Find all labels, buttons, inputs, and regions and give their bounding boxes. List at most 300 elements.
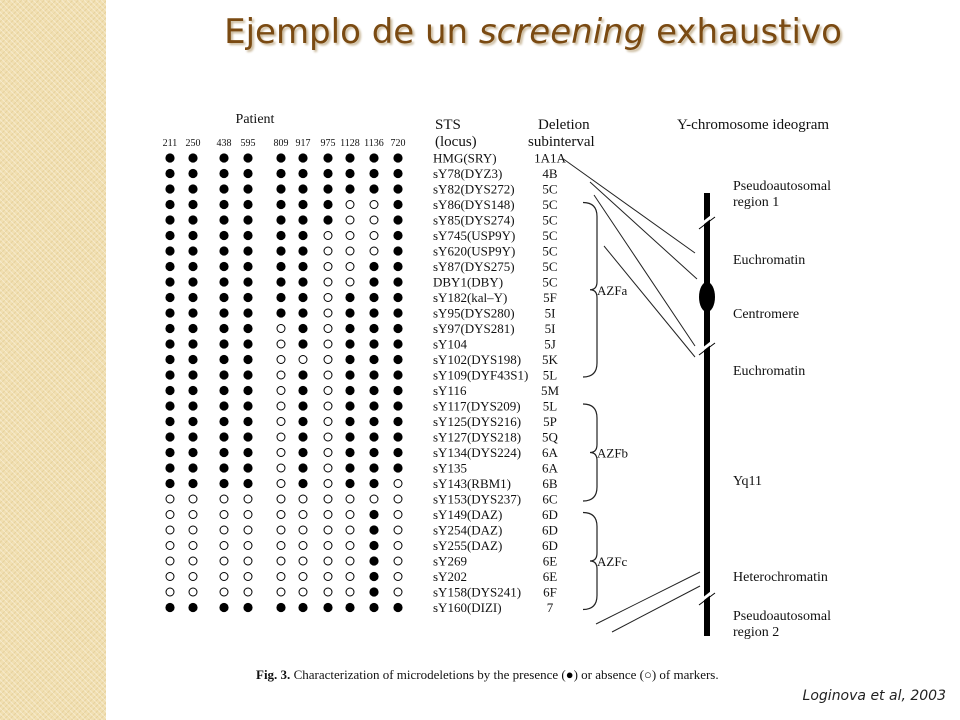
marker-present-dot [165, 153, 174, 162]
subinterval-label: 5L [542, 398, 558, 414]
marker-present-dot [188, 215, 197, 224]
ideogram-heading: Y-chromosome ideogram [677, 117, 830, 133]
marker-absent-dot [324, 557, 332, 565]
sts-label: sY202 [433, 569, 467, 584]
marker-present-dot [188, 463, 197, 472]
marker-present-dot [188, 479, 197, 488]
sts-label: sY135 [433, 460, 467, 476]
marker-absent-dot [346, 588, 354, 596]
marker-absent-dot [346, 263, 354, 271]
marker-present-dot [243, 231, 252, 240]
ideogram-label: Pseudoautosomal [733, 609, 831, 624]
marker-absent-dot [244, 573, 252, 581]
subinterval-label: 6B [542, 476, 558, 491]
sts-label: sY160(DIZI) [433, 600, 502, 615]
subinterval-label: 5P [543, 414, 557, 429]
marker-present-dot [298, 386, 307, 395]
marker-present-dot [219, 184, 228, 193]
marker-present-dot [345, 417, 354, 426]
patient-id: 917 [295, 138, 311, 149]
marker-present-dot [188, 246, 197, 255]
marker-present-dot [188, 339, 197, 348]
marker-present-dot [243, 308, 252, 317]
marker-present-dot [393, 324, 402, 333]
patient-id: 720 [390, 138, 406, 149]
marker-present-dot [243, 324, 252, 333]
marker-present-dot [219, 417, 228, 426]
marker-absent-dot [277, 464, 285, 472]
subinterval-heading: subinterval [528, 134, 595, 150]
marker-absent-dot [244, 557, 252, 565]
marker-present-dot [219, 262, 228, 271]
marker-absent-dot [277, 526, 285, 534]
marker-present-dot [188, 277, 197, 286]
marker-present-dot [393, 184, 402, 193]
subinterval-label: 6F [543, 584, 557, 600]
marker-present-dot [219, 169, 228, 178]
marker-present-dot [393, 200, 402, 209]
marker-present-dot [219, 215, 228, 224]
marker-present-dot [298, 262, 307, 271]
caption-part: ) of markers. [651, 667, 719, 682]
marker-present-dot [165, 200, 174, 209]
subinterval-label: 5I [544, 305, 556, 321]
marker-present-dot [298, 215, 307, 224]
marker-absent-dot [299, 588, 307, 596]
ideogram-label: Pseudoautosomal [733, 179, 831, 194]
azf-bracket [583, 404, 597, 501]
marker-present-dot [323, 200, 332, 209]
patient-id: 438 [216, 138, 232, 149]
marker-absent-dot [346, 247, 354, 255]
marker-present-dot [369, 510, 378, 519]
marker-present-dot [219, 463, 228, 472]
patient-id: 975 [320, 138, 336, 149]
marker-absent-dot [166, 557, 174, 565]
marker-present-dot [188, 324, 197, 333]
marker-present-dot [165, 231, 174, 240]
sts-label: sY153(DYS237) [433, 491, 522, 507]
marker-absent-dot [394, 557, 402, 565]
marker-present-dot [219, 153, 228, 162]
marker-present-dot [165, 479, 174, 488]
marker-absent-dot [166, 588, 174, 596]
marker-absent-dot [324, 588, 332, 596]
marker-absent-dot [220, 495, 228, 503]
connector-line [594, 195, 695, 346]
marker-absent-dot [277, 495, 285, 503]
marker-present-dot [369, 463, 378, 472]
ideogram-label-line2: region 1 [733, 195, 780, 210]
marker-absent-dot [324, 511, 332, 519]
marker-present-dot [369, 525, 378, 534]
marker-present-dot [369, 153, 378, 162]
marker-present-dot [188, 603, 197, 612]
marker-absent-dot [189, 526, 197, 534]
azf-bracket [583, 513, 597, 610]
marker-present-dot [188, 153, 197, 162]
patient-id: 250 [185, 138, 201, 149]
sts-label: sY255(DAZ) [433, 538, 503, 553]
marker-present-dot [276, 231, 285, 240]
marker-present-dot [298, 277, 307, 286]
caption-present-symbol: ● [565, 667, 574, 682]
title-part-2: exhaustivo [645, 12, 842, 52]
marker-present-dot [276, 215, 285, 224]
marker-absent-dot [299, 557, 307, 565]
marker-present-dot [345, 324, 354, 333]
azf-label: AZFb [597, 445, 629, 461]
marker-present-dot [369, 432, 378, 441]
figure-caption [256, 667, 719, 682]
marker-present-dot [345, 184, 354, 193]
sts-label: sY78(DYZ3) [433, 166, 503, 181]
marker-absent-dot [394, 526, 402, 534]
marker-present-dot [369, 277, 378, 286]
marker-present-dot [393, 153, 402, 162]
ideogram-label: Yq11 [733, 474, 763, 489]
caption-bold: Fig. 3. [256, 667, 291, 682]
marker-present-dot [219, 479, 228, 488]
marker-present-dot [165, 246, 174, 255]
marker-present-dot [298, 169, 307, 178]
marker-present-dot [219, 339, 228, 348]
marker-present-dot [243, 215, 252, 224]
marker-present-dot [393, 215, 402, 224]
marker-absent-dot [394, 573, 402, 581]
marker-absent-dot [277, 588, 285, 596]
marker-present-dot [276, 246, 285, 255]
marker-present-dot [393, 231, 402, 240]
marker-present-dot [369, 587, 378, 596]
marker-absent-dot [277, 402, 285, 410]
marker-present-dot [165, 262, 174, 271]
marker-present-dot [345, 293, 354, 302]
marker-present-dot [393, 339, 402, 348]
marker-present-dot [298, 231, 307, 240]
marker-present-dot [219, 200, 228, 209]
marker-absent-dot [299, 542, 307, 550]
marker-present-dot [369, 293, 378, 302]
marker-absent-dot [370, 232, 378, 240]
marker-present-dot [369, 479, 378, 488]
sts-label: sY104 [433, 336, 467, 352]
marker-present-dot [243, 200, 252, 209]
marker-absent-dot [324, 294, 332, 302]
marker-present-dot [188, 386, 197, 395]
centromere-shape [699, 282, 715, 312]
marker-present-dot [219, 401, 228, 410]
marker-absent-dot [277, 340, 285, 348]
marker-present-dot [298, 417, 307, 426]
marker-present-dot [369, 370, 378, 379]
marker-absent-dot [324, 480, 332, 488]
marker-present-dot [165, 355, 174, 364]
marker-present-dot [298, 184, 307, 193]
marker-absent-dot [277, 557, 285, 565]
deletion-heading: Deletion [538, 117, 590, 133]
sts-label: DBY1(DBY) [433, 274, 504, 290]
marker-present-dot [298, 370, 307, 379]
patient-id: 595 [240, 138, 256, 149]
marker-present-dot [165, 463, 174, 472]
marker-absent-dot [324, 371, 332, 379]
marker-present-dot [243, 293, 252, 302]
marker-present-dot [188, 231, 197, 240]
sts-label: sY745(USP9Y) [433, 228, 516, 243]
marker-absent-dot [189, 557, 197, 565]
marker-present-dot [243, 603, 252, 612]
marker-present-dot [219, 231, 228, 240]
marker-absent-dot [394, 542, 402, 550]
patient-id: 809 [273, 138, 289, 149]
sts-label: sY269 [433, 553, 467, 569]
marker-present-dot [276, 262, 285, 271]
marker-present-dot [243, 370, 252, 379]
marker-absent-dot [370, 201, 378, 209]
marker-absent-dot [346, 278, 354, 286]
marker-present-dot [369, 401, 378, 410]
marker-absent-dot [277, 511, 285, 519]
marker-present-dot [243, 184, 252, 193]
subinterval-label: 5C [542, 243, 558, 259]
marker-present-dot [276, 200, 285, 209]
marker-present-dot [165, 293, 174, 302]
marker-present-dot [369, 324, 378, 333]
subinterval-label: 6E [542, 553, 558, 569]
marker-present-dot [345, 339, 354, 348]
marker-present-dot [323, 215, 332, 224]
connector-line [596, 572, 700, 624]
marker-present-dot [393, 448, 402, 457]
marker-present-dot [219, 293, 228, 302]
patient-id: 1136 [364, 138, 384, 149]
patient-heading: Patient [235, 112, 275, 127]
subinterval-label: 5M [540, 383, 560, 398]
marker-absent-dot [244, 542, 252, 550]
marker-present-dot [165, 370, 174, 379]
marker-present-dot [276, 308, 285, 317]
marker-present-dot [188, 184, 197, 193]
marker-present-dot [219, 277, 228, 286]
sts-label: sY143(RBM1) [433, 476, 512, 491]
sts-label: sY86(DYS148) [433, 197, 515, 212]
marker-present-dot [345, 603, 354, 612]
marker-present-dot [276, 169, 285, 178]
marker-present-dot [243, 432, 252, 441]
marker-absent-dot [189, 542, 197, 550]
marker-absent-dot [324, 356, 332, 364]
sts-label: sY620(USP9Y) [433, 243, 516, 259]
title-part-1: Ejemplo de un [224, 12, 479, 52]
marker-present-dot [369, 262, 378, 271]
marker-absent-dot [244, 526, 252, 534]
marker-present-dot [165, 401, 174, 410]
marker-present-dot [243, 355, 252, 364]
marker-absent-dot [324, 340, 332, 348]
marker-present-dot [219, 603, 228, 612]
azf-label: AZFa [597, 282, 628, 298]
marker-absent-dot [370, 216, 378, 224]
marker-present-dot [188, 169, 197, 178]
ideogram-label: Centromere [733, 307, 800, 322]
marker-present-dot [298, 401, 307, 410]
marker-present-dot [188, 370, 197, 379]
sts-label: sY102(DYS198) [433, 352, 522, 367]
marker-absent-dot [346, 216, 354, 224]
marker-absent-dot [277, 433, 285, 441]
subinterval-label: 5L [542, 367, 558, 383]
subinterval-label: 5C [542, 212, 558, 228]
patient-id: 1128 [340, 138, 360, 149]
marker-absent-dot [166, 573, 174, 581]
patient-id: 211 [162, 138, 178, 149]
marker-present-dot [243, 246, 252, 255]
marker-present-dot [369, 355, 378, 364]
marker-present-dot [298, 324, 307, 333]
sts-label: sY134(DYS224) [433, 445, 522, 460]
marker-present-dot [345, 153, 354, 162]
marker-present-dot [393, 308, 402, 317]
azf-bracket [583, 203, 597, 378]
marker-absent-dot [324, 464, 332, 472]
marker-present-dot [276, 184, 285, 193]
marker-present-dot [369, 556, 378, 565]
marker-absent-dot [370, 247, 378, 255]
marker-absent-dot [324, 278, 332, 286]
subinterval-label: 5C [542, 259, 558, 274]
marker-present-dot [369, 572, 378, 581]
marker-present-dot [393, 417, 402, 426]
caption-part: Characterization of microdeletions by the presence ( [290, 667, 566, 682]
marker-absent-dot [299, 511, 307, 519]
marker-present-dot [345, 308, 354, 317]
marker-present-dot [165, 448, 174, 457]
marker-present-dot [276, 293, 285, 302]
subinterval-label: 5C [542, 228, 558, 243]
marker-present-dot [188, 401, 197, 410]
subinterval-label: 6D [542, 538, 558, 553]
marker-present-dot [393, 603, 402, 612]
marker-present-dot [345, 463, 354, 472]
subinterval-label: 5I [544, 321, 556, 336]
marker-present-dot [323, 169, 332, 178]
subinterval-label: 1A1A [534, 150, 566, 166]
marker-present-dot [298, 246, 307, 255]
marker-absent-dot [394, 511, 402, 519]
sts-label: sY85(DYS274) [433, 212, 515, 228]
sts-label: sY87(DYS275) [433, 259, 515, 274]
marker-present-dot [165, 432, 174, 441]
marker-present-dot [345, 355, 354, 364]
ideogram-label: Euchromatin [733, 364, 806, 379]
sts-heading: STS [435, 117, 461, 133]
marker-absent-dot [277, 387, 285, 395]
marker-present-dot [298, 293, 307, 302]
marker-present-dot [369, 169, 378, 178]
marker-present-dot [188, 308, 197, 317]
marker-present-dot [345, 479, 354, 488]
marker-absent-dot [346, 542, 354, 550]
marker-absent-dot [324, 495, 332, 503]
marker-absent-dot [299, 526, 307, 534]
marker-present-dot [188, 432, 197, 441]
marker-present-dot [165, 184, 174, 193]
subinterval-label: 5C [542, 274, 558, 290]
marker-absent-dot [324, 418, 332, 426]
marker-present-dot [323, 603, 332, 612]
marker-present-dot [219, 324, 228, 333]
marker-present-dot [188, 448, 197, 457]
marker-absent-dot [277, 325, 285, 333]
marker-present-dot [165, 339, 174, 348]
marker-present-dot [219, 355, 228, 364]
marker-absent-dot [166, 511, 174, 519]
sts-label: sY116 [433, 383, 467, 398]
marker-present-dot [243, 169, 252, 178]
marker-absent-dot [166, 526, 174, 534]
marker-present-dot [165, 324, 174, 333]
marker-present-dot [243, 262, 252, 271]
sts-label: sY97(DYS281) [433, 321, 515, 336]
sts-label: sY149(DAZ) [433, 507, 503, 522]
marker-present-dot [393, 370, 402, 379]
marker-present-dot [188, 355, 197, 364]
marker-absent-dot [277, 371, 285, 379]
marker-present-dot [369, 541, 378, 550]
marker-present-dot [219, 308, 228, 317]
marker-present-dot [345, 169, 354, 178]
marker-present-dot [219, 370, 228, 379]
locus-heading: (locus) [435, 134, 477, 150]
sts-label: sY182(kal–Y) [433, 290, 508, 305]
marker-absent-dot [220, 557, 228, 565]
marker-absent-dot [277, 542, 285, 550]
subinterval-label: 7 [546, 600, 554, 615]
marker-present-dot [345, 432, 354, 441]
marker-present-dot [393, 293, 402, 302]
sts-label: sY82(DYS272) [433, 181, 515, 197]
marker-absent-dot [244, 511, 252, 519]
marker-present-dot [165, 169, 174, 178]
subinterval-label: 5K [542, 352, 558, 367]
marker-absent-dot [324, 387, 332, 395]
marker-present-dot [345, 386, 354, 395]
marker-present-dot [369, 386, 378, 395]
marker-absent-dot [220, 511, 228, 519]
marker-present-dot [369, 308, 378, 317]
marker-absent-dot [299, 573, 307, 581]
marker-present-dot [243, 339, 252, 348]
marker-present-dot [393, 355, 402, 364]
marker-present-dot [369, 603, 378, 612]
marker-absent-dot [189, 495, 197, 503]
marker-present-dot [188, 293, 197, 302]
marker-present-dot [243, 401, 252, 410]
subinterval-label: 6C [542, 491, 558, 507]
marker-present-dot [298, 200, 307, 209]
subinterval-label: 6D [542, 522, 558, 538]
marker-present-dot [165, 386, 174, 395]
marker-absent-dot [189, 511, 197, 519]
marker-absent-dot [394, 588, 402, 596]
marker-present-dot [323, 153, 332, 162]
marker-absent-dot [324, 232, 332, 240]
marker-present-dot [298, 339, 307, 348]
ideogram-label: Heterochromatin [733, 570, 828, 585]
subinterval-label: 6E [542, 569, 558, 584]
citation: Loginova et al, 2003 [802, 688, 946, 704]
